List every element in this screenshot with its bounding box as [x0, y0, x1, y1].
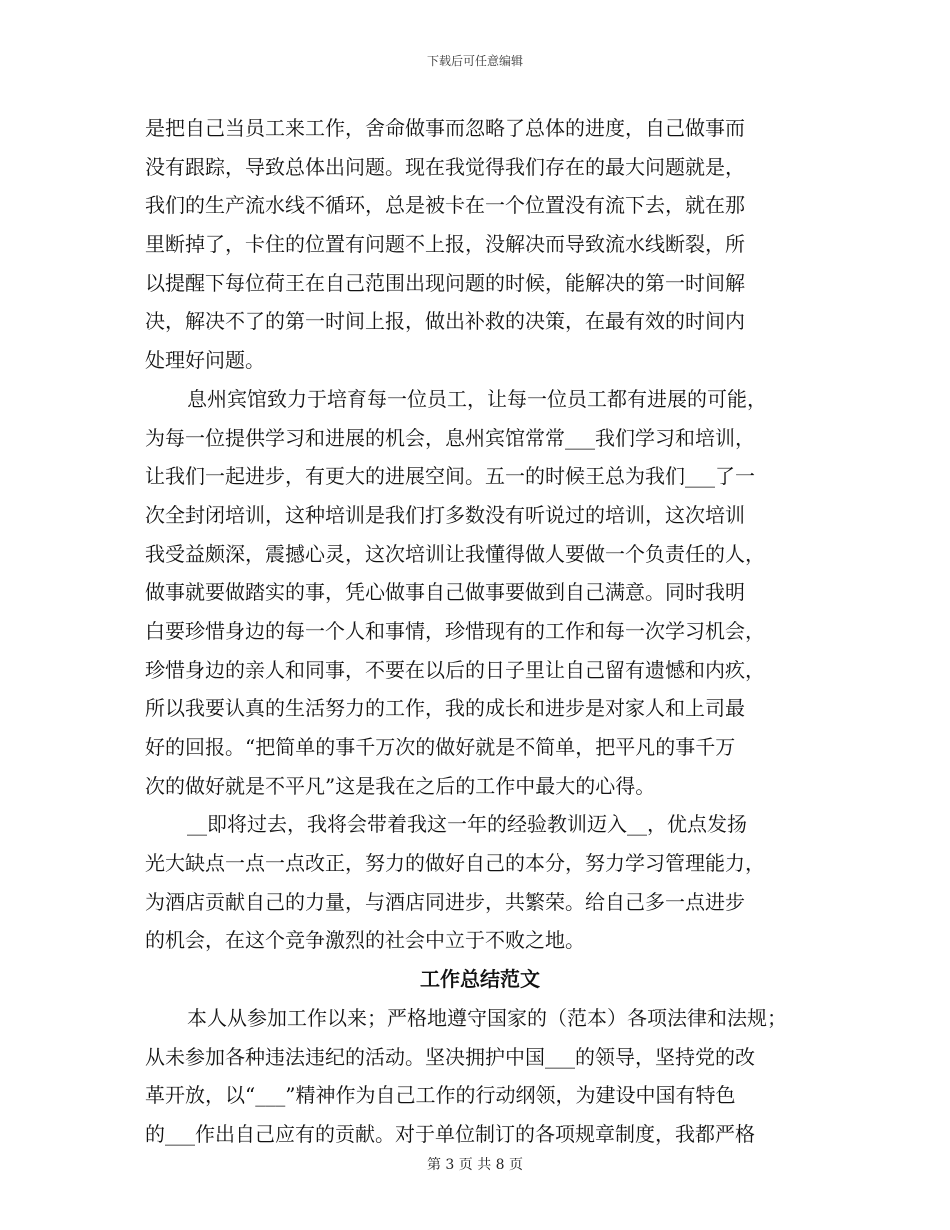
- body-line: 所以我要认真的生活努力的工作，我的成长和进步是对家人和上司最: [145, 696, 745, 721]
- body-line: 白要珍惜身边的每一个人和事情，珍惜现有的工作和每一次学习机会，: [145, 618, 765, 643]
- paragraph-start-line: __即将过去，我将会带着我这一年的经验教训迈入__，优点发扬: [187, 812, 747, 837]
- body-line: 光大缺点一点一点改正，努力的做好自己的本分，努力学习管理能力，: [145, 851, 765, 876]
- body-line: 让我们一起进步，有更大的进展空间。五一的时候王总为我们___了一: [145, 464, 755, 489]
- body-line: 以提醒下每位荷王在自己范围出现问题的时候，能解决的第一时间解: [145, 270, 745, 295]
- page-footer: 第 3 页 共 8 页: [426, 1157, 524, 1173]
- body-line: 珍惜身边的亲人和同事，不要在以后的日子里让自己留有遗憾和内疚，: [145, 657, 765, 682]
- body-line: 是把自己当员工来工作，舍命做事而忽略了总体的进度，自己做事而: [145, 116, 745, 140]
- body-line: 里断掉了，卡住的位置有问题不上报，没解决而导致流水线断裂，所: [145, 232, 745, 257]
- body-line: 决，解决不了的第一时间上报，做出补救的决策，在最有效的时间内: [145, 309, 745, 334]
- body-line: 为酒店贡献自己的力量，与酒店同进步，共繁荣。给自己多一点进步: [145, 889, 745, 914]
- body-line: 没有跟踪，导致总体出问题。现在我觉得我们存在的最大问题就是，: [145, 154, 745, 179]
- body-line: 做事就要做踏实的事，凭心做事自己做事要做到自己满意。同时我明: [145, 580, 745, 605]
- paragraph-start-line: 息州宾馆致力于培育每一位员工，让每一位员工都有进展的可能，: [187, 386, 767, 411]
- section-title: 工作总结范文: [420, 967, 540, 992]
- body-line: 革开放，以“___”精神作为自己工作的行动纲领，为建设中国有特色: [145, 1083, 736, 1108]
- body-line: 我受益颇深，震撼心灵，这次培训让我懂得做人要做一个负责任的人，: [145, 541, 765, 566]
- body-line: 次的做好就是不平凡”这是我在之后的工作中最大的心得。: [145, 773, 656, 798]
- body-line: 的机会，在这个竞争激烈的社会中立于不败之地。: [145, 928, 585, 953]
- body-line: 从未参加各种违法违纪的活动。坚决拥护中国___的领导，坚持党的改: [145, 1044, 755, 1069]
- body-line: 的___作出自己应有的贡献。对于单位制订的各项规章制度，我都严格: [145, 1121, 755, 1146]
- body-line: 次全封闭培训，这种培训是我们打多数没有听说过的培训，这次培训: [145, 502, 745, 527]
- page-header: 下载后可任意编辑: [426, 54, 523, 68]
- body-line: 处理好问题。: [145, 348, 265, 373]
- paragraph-start-line: 本人从参加工作以来；严格地遵守国家的（范本）各项法律和法规；: [187, 1005, 787, 1030]
- body-line: 好的回报。“把简单的事千万次的做好就是不简单，把平凡的事千万: [145, 735, 736, 759]
- body-line: 我们的生产流水线不循环，总是被卡在一个位置没有流下去，就在那: [145, 193, 745, 218]
- document-body: [145, 109, 815, 1154]
- body-line: 为每一位提供学习和进展的机会，息州宾馆常常___我们学习和培训，: [145, 425, 755, 450]
